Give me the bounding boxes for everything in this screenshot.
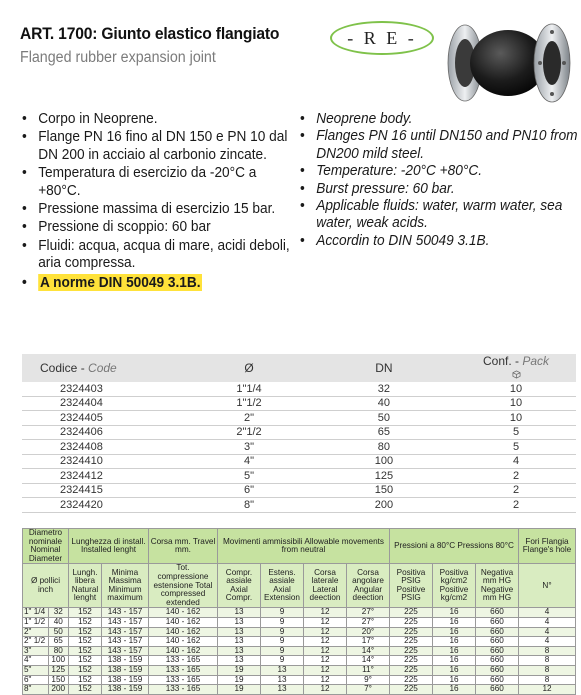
data-cell: 8" bbox=[23, 685, 49, 695]
cell-code: 2324406 bbox=[22, 425, 186, 440]
data-cell: 2" bbox=[23, 627, 49, 637]
data-cell: 17° bbox=[347, 637, 390, 647]
cell-diameter: 1"1/4 bbox=[186, 382, 312, 396]
data-cell: 133 - 165 bbox=[149, 675, 218, 685]
data-cell: 9 bbox=[261, 608, 304, 618]
cell-diameter: 1"1/2 bbox=[186, 396, 312, 411]
table-row bbox=[22, 498, 576, 513]
data-cell: 225 bbox=[390, 685, 433, 695]
data-cell: 152 bbox=[69, 675, 102, 685]
box-icon bbox=[512, 370, 521, 379]
data-cell: 12 bbox=[304, 608, 347, 618]
table-row bbox=[23, 665, 576, 675]
data-cell: 13 bbox=[261, 675, 304, 685]
feature-en-item: • Burst pressure: 60 bar. bbox=[300, 180, 581, 197]
data-cell: 12 bbox=[304, 665, 347, 675]
cell-dn: 125 bbox=[312, 469, 456, 484]
data-cell: 152 bbox=[69, 627, 102, 637]
table-row bbox=[22, 396, 576, 411]
data-cell: 133 - 165 bbox=[149, 685, 218, 695]
feature-en-item: • Temperature: -20°C +80°C. bbox=[300, 162, 581, 179]
product-title: ART. 1700: Giunto elastico flangiato bbox=[20, 24, 280, 43]
s-axial-compr: Compr. assiale Axial Compr. bbox=[218, 564, 261, 608]
data-cell: 150 bbox=[48, 675, 69, 685]
data-cell: 9 bbox=[261, 617, 304, 627]
data-cell: 19 bbox=[218, 675, 261, 685]
data-cell: 6" bbox=[23, 675, 49, 685]
s-lateral: Corsa laterale Lateral deection bbox=[304, 564, 347, 608]
cell-pack: 10 bbox=[456, 411, 576, 426]
h-pressures: Pressioni a 80°C Pressions 80°C bbox=[390, 529, 519, 564]
data-cell: 16 bbox=[433, 665, 476, 675]
cell-code: 2324410 bbox=[22, 454, 186, 469]
data-cell: 13 bbox=[218, 656, 261, 666]
cell-dn: 150 bbox=[312, 483, 456, 498]
feature-it-item: • Pressione di scoppio: 60 bar bbox=[22, 218, 300, 235]
s-min-max: Minima Massima Minimum maximum bbox=[102, 564, 149, 608]
feature-en-item: • Neoprene body. bbox=[300, 110, 581, 127]
feature-it-item: • Fluidi: acqua, acqua di mare, acidi deboli, aria compressa. bbox=[22, 237, 300, 272]
cell-pack: 2 bbox=[456, 469, 576, 484]
data-cell: 225 bbox=[390, 656, 433, 666]
cell-code: 2324405 bbox=[22, 411, 186, 426]
cell-pack: 2 bbox=[456, 483, 576, 498]
data-cell: 200 bbox=[48, 685, 69, 695]
cell-diameter: 3" bbox=[186, 440, 312, 455]
data-cell: 100 bbox=[48, 656, 69, 666]
cell-dn: 80 bbox=[312, 440, 456, 455]
data-cell: 660 bbox=[476, 637, 519, 647]
cell-code: 2324415 bbox=[22, 483, 186, 498]
data-cell: 660 bbox=[476, 646, 519, 656]
s-pos-psig: Positiva PSIG Positive PSIG bbox=[390, 564, 433, 608]
data-cell: 50 bbox=[48, 627, 69, 637]
cell-diameter: 4" bbox=[186, 454, 312, 469]
data-cell: 660 bbox=[476, 627, 519, 637]
data-cell: 7° bbox=[347, 685, 390, 695]
data-cell: 8 bbox=[519, 656, 576, 666]
data-cell: 133 - 165 bbox=[149, 656, 218, 666]
data-cell: 12 bbox=[304, 637, 347, 647]
data-cell: 660 bbox=[476, 656, 519, 666]
data-cell: 4 bbox=[519, 608, 576, 618]
data-cell: 152 bbox=[69, 608, 102, 618]
data-cell: 16 bbox=[433, 646, 476, 656]
table-row bbox=[23, 617, 576, 627]
data-cell: 660 bbox=[476, 665, 519, 675]
data-cell: 1" 1/4 bbox=[23, 608, 49, 618]
data-cell: 12 bbox=[304, 656, 347, 666]
data-cell: 143 - 157 bbox=[102, 617, 149, 627]
cell-code: 2324412 bbox=[22, 469, 186, 484]
feature-it-item: • Corpo in Neoprene. bbox=[22, 110, 300, 127]
h-travel: Corsa mm. Travel mm. bbox=[149, 529, 218, 564]
data-cell: 140 - 162 bbox=[149, 637, 218, 647]
data-cell: 125 bbox=[48, 665, 69, 675]
highlight-standard: A norme DIN 50049 3.1B. bbox=[40, 273, 201, 291]
data-cell: 143 - 157 bbox=[102, 608, 149, 618]
data-cell: 140 - 162 bbox=[149, 627, 218, 637]
table-row bbox=[23, 637, 576, 647]
data-cell: 660 bbox=[476, 617, 519, 627]
data-cell: 140 - 162 bbox=[149, 608, 218, 618]
data-cell: 13 bbox=[218, 637, 261, 647]
feature-en-item: • Applicable fluids: water, warm water, sea water, weak acids. bbox=[300, 197, 581, 232]
h-movements: Movimenti ammissibili Allowable movements from neutral bbox=[218, 529, 390, 564]
data-cell: 13 bbox=[218, 646, 261, 656]
s-holes-n: N° bbox=[519, 564, 576, 608]
data-cell: 16 bbox=[433, 675, 476, 685]
data-cell: 1" 1/2 bbox=[23, 617, 49, 627]
col-header-code: Codice - Code bbox=[22, 354, 186, 382]
data-cell: 140 - 162 bbox=[149, 617, 218, 627]
feature-it-item: • Pressione massima di esercizio 15 bar. bbox=[22, 200, 300, 217]
table-row bbox=[23, 656, 576, 666]
feature-en-item: • Flanges PN 16 until DN150 and PN10 from DN200 mild steel. bbox=[300, 127, 581, 162]
data-cell: 8 bbox=[519, 665, 576, 675]
cell-dn: 200 bbox=[312, 498, 456, 513]
cell-pack: 10 bbox=[456, 382, 576, 396]
cell-pack: 10 bbox=[456, 396, 576, 411]
cell-code: 2324404 bbox=[22, 396, 186, 411]
col-header-dn: DN bbox=[312, 354, 456, 382]
data-cell: 9 bbox=[261, 646, 304, 656]
data-cell: 27° bbox=[347, 617, 390, 627]
data-cell: 16 bbox=[433, 656, 476, 666]
s-inch: Ø pollici inch bbox=[23, 564, 69, 608]
data-cell: 16 bbox=[433, 627, 476, 637]
table-row bbox=[23, 608, 576, 618]
cell-pack: 4 bbox=[456, 454, 576, 469]
data-cell: 16 bbox=[433, 685, 476, 695]
s-angular: Corsa angolare Angular deection bbox=[347, 564, 390, 608]
data-cell: 143 - 157 bbox=[102, 627, 149, 637]
h-diameter: Diametro nominale Nominal Diameter bbox=[23, 529, 69, 564]
product-subtitle: Flanged rubber expansion joint bbox=[20, 49, 216, 66]
technical-data-table bbox=[22, 528, 576, 695]
cell-dn: 65 bbox=[312, 425, 456, 440]
data-cell: 138 - 159 bbox=[102, 675, 149, 685]
table-row bbox=[22, 483, 576, 498]
feature-it-item: • Flange PN 16 fino al DN 150 e PN 10 dal DN 200 in acciaio al carbonio zincate. bbox=[22, 128, 300, 163]
cell-pack: 5 bbox=[456, 425, 576, 440]
h-flange-holes: Fori Flangia Flange's hole bbox=[519, 529, 576, 564]
data-cell: 225 bbox=[390, 675, 433, 685]
col-header-pack: Conf. - Pack bbox=[456, 354, 576, 382]
data-cell: 8 bbox=[519, 675, 576, 685]
data-cell: 660 bbox=[476, 608, 519, 618]
data-cell: 13 bbox=[218, 627, 261, 637]
data-cell: 12 bbox=[304, 627, 347, 637]
data-cell: 40 bbox=[48, 617, 69, 627]
data-cell: 11° bbox=[347, 665, 390, 675]
col-header-diameter: Ø bbox=[186, 354, 312, 382]
data-cell: 12 bbox=[304, 685, 347, 695]
data-cell: 4 bbox=[519, 627, 576, 637]
data-cell: 27° bbox=[347, 608, 390, 618]
features-english bbox=[300, 110, 578, 249]
data-cell: 12 bbox=[304, 617, 347, 627]
cell-diameter: 2" bbox=[186, 411, 312, 426]
s-neg-mmhg: Negativa mm HG Negative mm HG bbox=[476, 564, 519, 608]
data-cell: 12 bbox=[304, 646, 347, 656]
data-cell: 32 bbox=[48, 608, 69, 618]
data-cell: 5" bbox=[23, 665, 49, 675]
cell-dn: 40 bbox=[312, 396, 456, 411]
data-cell: 80 bbox=[48, 646, 69, 656]
data-cell: 19 bbox=[218, 665, 261, 675]
data-cell: 16 bbox=[433, 637, 476, 647]
cell-dn: 50 bbox=[312, 411, 456, 426]
table-row bbox=[22, 382, 576, 396]
data-cell: 9 bbox=[261, 637, 304, 647]
data-cell: 152 bbox=[69, 665, 102, 675]
feature-en-item: • Accordin to DIN 50049 3.1B. bbox=[300, 232, 581, 249]
data-cell: 138 - 159 bbox=[102, 656, 149, 666]
cell-code: 2324403 bbox=[22, 382, 186, 396]
data-cell: 4 bbox=[519, 637, 576, 647]
data-cell: 9 bbox=[261, 627, 304, 637]
data-cell: 20° bbox=[347, 627, 390, 637]
data-cell: 660 bbox=[476, 675, 519, 685]
data-cell: 14° bbox=[347, 646, 390, 656]
cell-pack: 2 bbox=[456, 498, 576, 513]
data-cell: 152 bbox=[69, 646, 102, 656]
data-cell: 225 bbox=[390, 627, 433, 637]
feature-it-item: • Temperatura di esercizio da -20°C a +80°C. bbox=[22, 164, 300, 199]
table-row bbox=[23, 685, 576, 695]
data-cell: 2" 1/2 bbox=[23, 637, 49, 647]
data-cell: 152 bbox=[69, 656, 102, 666]
data-cell: 143 - 157 bbox=[102, 646, 149, 656]
h-length: Lunghezza di install. Installed lenght bbox=[69, 529, 149, 564]
cell-diameter: 6" bbox=[186, 483, 312, 498]
cell-pack: 5 bbox=[456, 440, 576, 455]
data-cell: 14° bbox=[347, 656, 390, 666]
data-cell: 13 bbox=[218, 617, 261, 627]
data-cell: 9° bbox=[347, 675, 390, 685]
table-row bbox=[22, 425, 576, 440]
data-cell: 13 bbox=[261, 685, 304, 695]
data-cell: 152 bbox=[69, 617, 102, 627]
cell-diameter: 2"1/2 bbox=[186, 425, 312, 440]
data-cell: 4" bbox=[23, 656, 49, 666]
table-row bbox=[22, 411, 576, 426]
data-cell: 225 bbox=[390, 665, 433, 675]
data-cell: 152 bbox=[69, 685, 102, 695]
data-cell: 133 - 165 bbox=[149, 665, 218, 675]
s-total: Tot. compressione estensione Total compressed extended bbox=[149, 564, 218, 608]
data-cell: 660 bbox=[476, 685, 519, 695]
s-axial-ext: Estens. assiale Axial Extension bbox=[261, 564, 304, 608]
data-cell: 225 bbox=[390, 617, 433, 627]
data-cell: 225 bbox=[390, 646, 433, 656]
s-natural-length: Lungh. libera Natural lenght bbox=[69, 564, 102, 608]
data-cell: 12 bbox=[519, 685, 576, 695]
table-row bbox=[22, 454, 576, 469]
data-cell: 12 bbox=[304, 675, 347, 685]
data-cell: 152 bbox=[69, 637, 102, 647]
article-code-table bbox=[22, 354, 576, 513]
cell-dn: 32 bbox=[312, 382, 456, 396]
data-cell: 143 - 157 bbox=[102, 637, 149, 647]
data-cell: 4 bbox=[519, 617, 576, 627]
data-cell: 225 bbox=[390, 637, 433, 647]
cell-code: 2324420 bbox=[22, 498, 186, 513]
cell-dn: 100 bbox=[312, 454, 456, 469]
data-cell: 140 - 162 bbox=[149, 646, 218, 656]
s-pos-kg: Positiva kg/cm2 Positive kg/cm2 bbox=[433, 564, 476, 608]
re-badge: - R E - bbox=[330, 21, 434, 55]
data-cell: 16 bbox=[433, 608, 476, 618]
data-cell: 138 - 159 bbox=[102, 665, 149, 675]
data-cell: 16 bbox=[433, 617, 476, 627]
data-cell: 19 bbox=[218, 685, 261, 695]
data-cell: 9 bbox=[261, 656, 304, 666]
data-cell: 13 bbox=[261, 665, 304, 675]
table-row bbox=[22, 440, 576, 455]
feature-it-standard bbox=[22, 274, 300, 291]
cell-diameter: 5" bbox=[186, 469, 312, 484]
data-cell: 225 bbox=[390, 608, 433, 618]
cell-diameter: 8" bbox=[186, 498, 312, 513]
expansion-joint-image bbox=[440, 22, 575, 104]
table-row bbox=[22, 469, 576, 484]
data-cell: 138 - 159 bbox=[102, 685, 149, 695]
features-italian bbox=[22, 110, 290, 292]
data-cell: 65 bbox=[48, 637, 69, 647]
data-cell: 8 bbox=[519, 646, 576, 656]
data-cell: 13 bbox=[218, 608, 261, 618]
data-cell: 3" bbox=[23, 646, 49, 656]
cell-code: 2324408 bbox=[22, 440, 186, 455]
